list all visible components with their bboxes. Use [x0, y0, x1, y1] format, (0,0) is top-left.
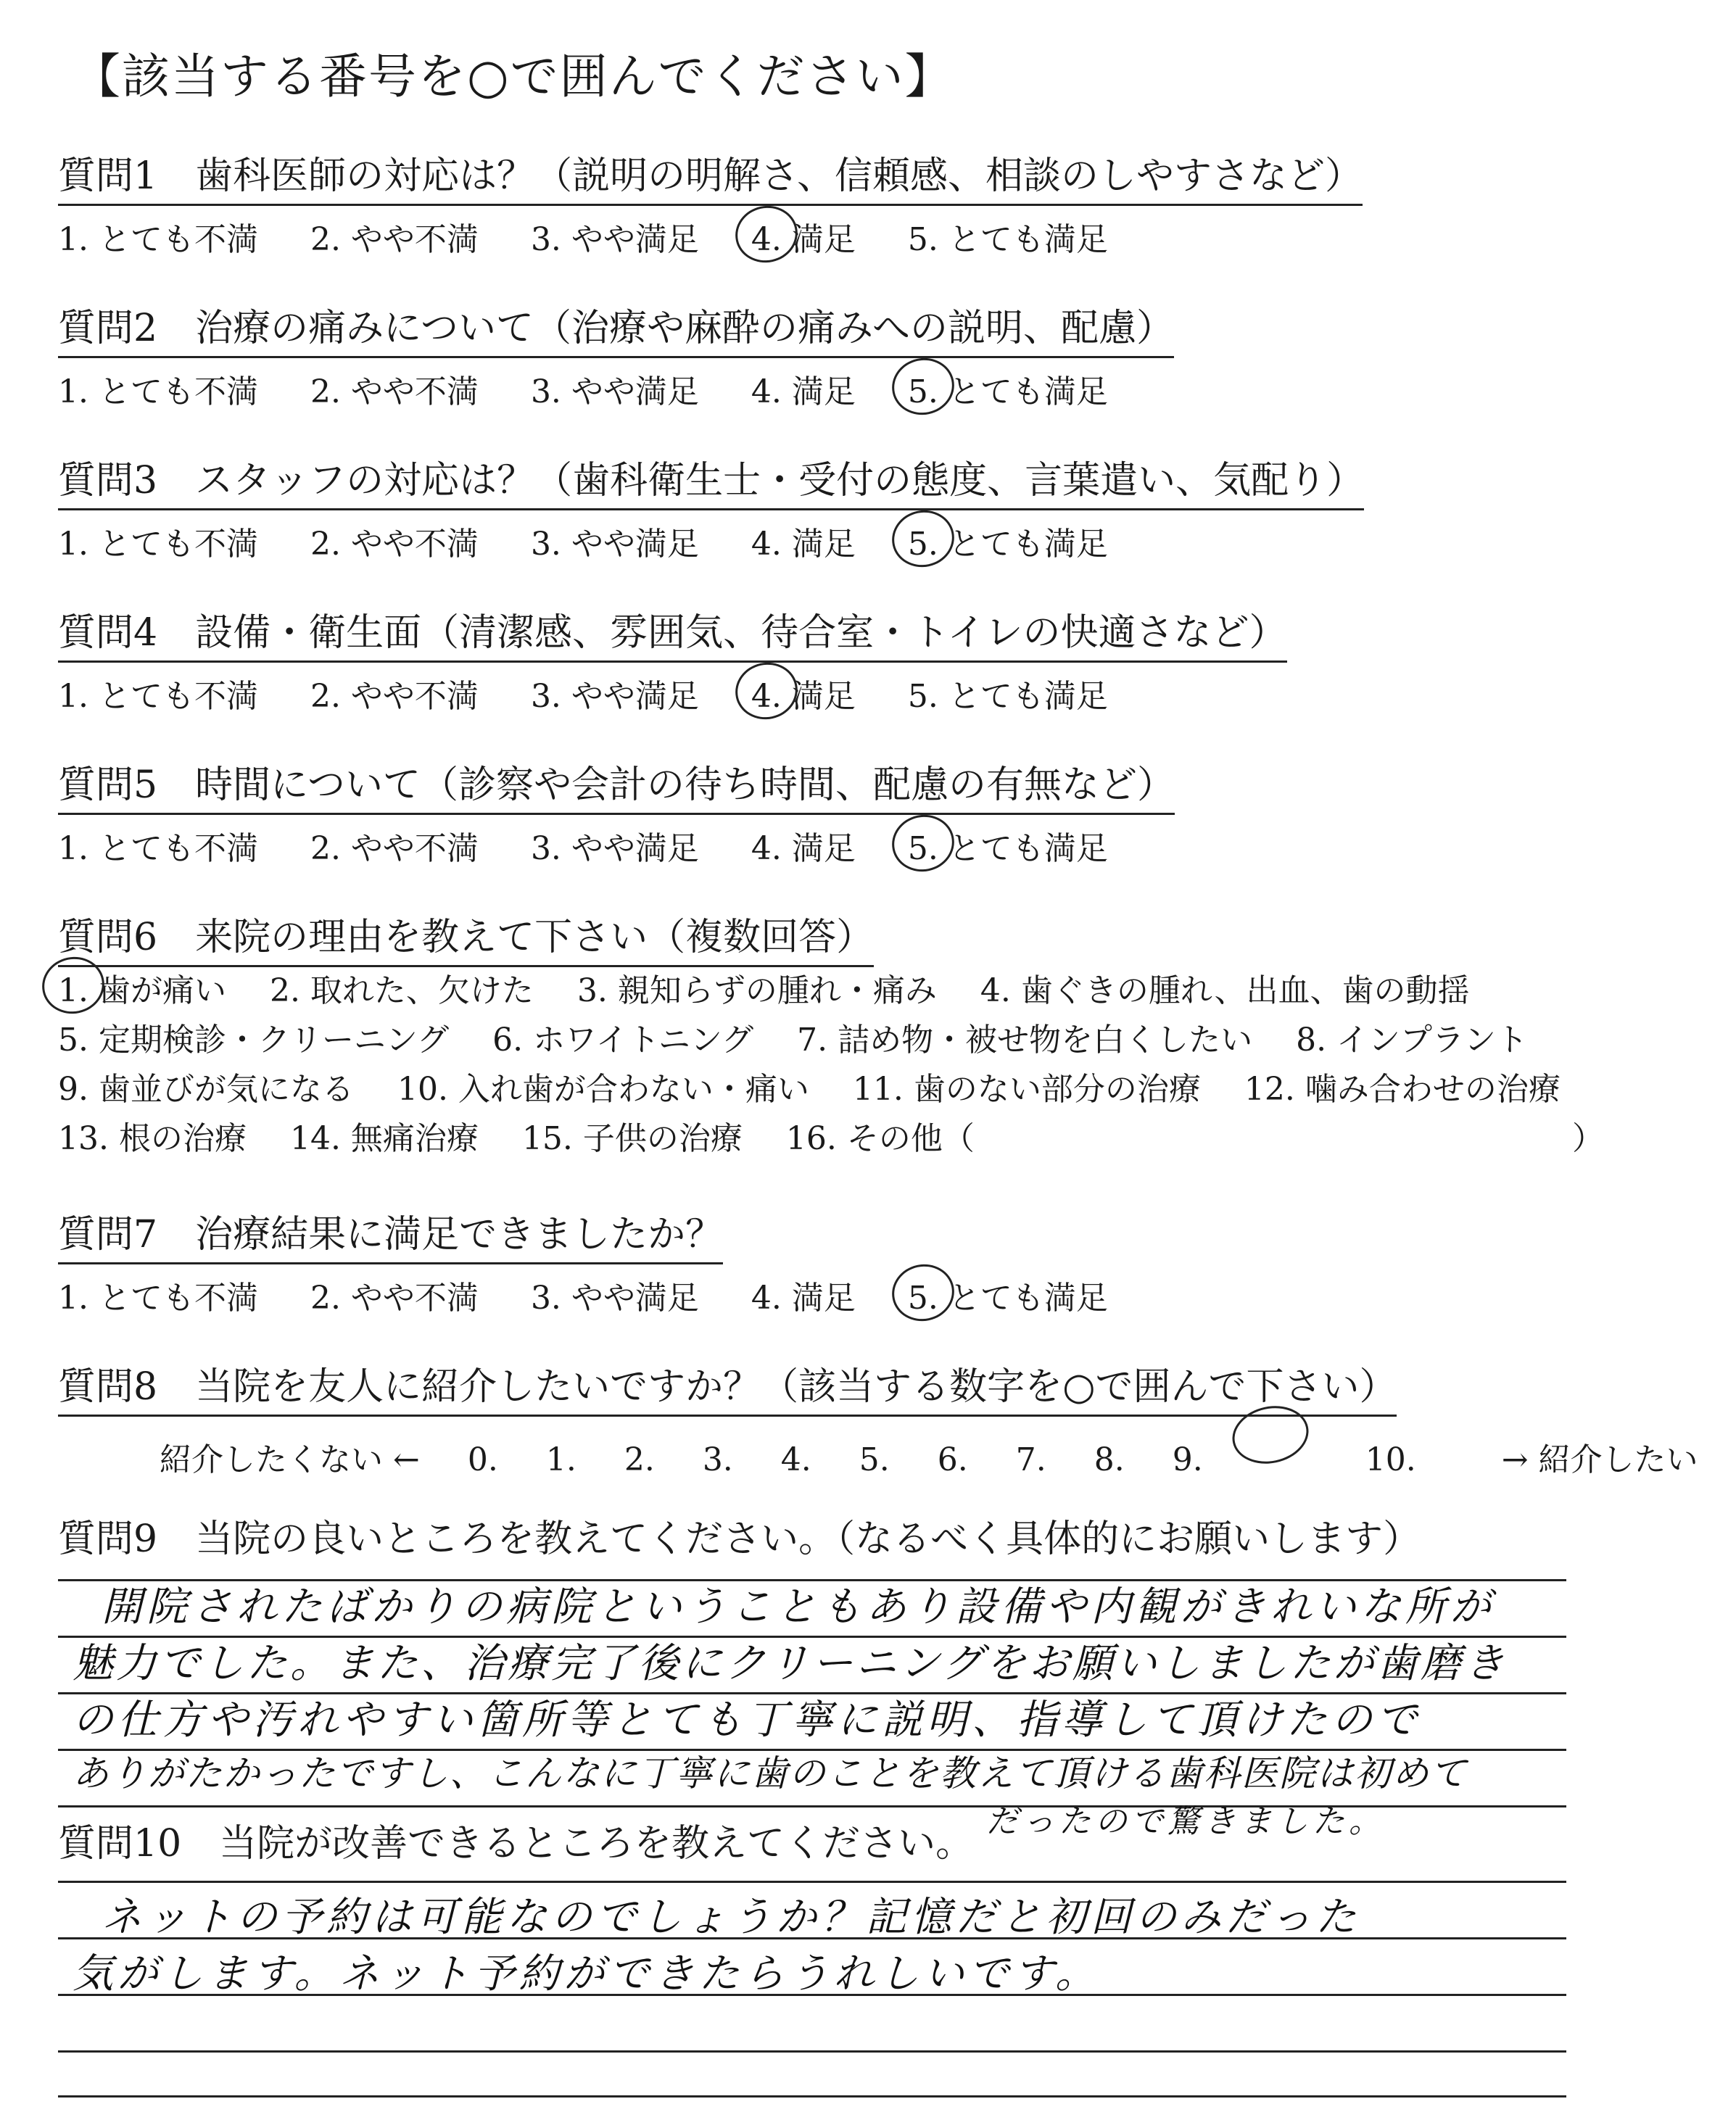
- q7-option-3[interactable]: 3. やや満足: [530, 1280, 699, 1317]
- q7-option-5-label: 5. とても満足: [907, 1280, 1108, 1317]
- q6-option-11[interactable]: 11. 歯のない部分の治療: [852, 1071, 1201, 1108]
- question-5: [58, 754, 1175, 869]
- answer-rule: [58, 2095, 1566, 2097]
- question-4-text: 質問4 設備・衛生面（清潔感、雰囲気、待合室・トイレの快適さなど）: [58, 602, 1287, 663]
- question-5-options[interactable]: [58, 822, 1175, 869]
- q10-answer-line-1[interactable]: ネットの予約は可能なのでしょうか？記憶だと初回のみだった: [102, 1894, 1360, 1941]
- question-9: [58, 1508, 1421, 1567]
- q5-option-5-selected[interactable]: [908, 822, 1108, 869]
- q3-option-3[interactable]: 3. やや満足: [530, 526, 699, 563]
- q4-option-4-label: 4. 満足: [751, 678, 856, 715]
- q2-option-4[interactable]: 4. 満足: [751, 373, 856, 410]
- question-10: [58, 1813, 973, 1871]
- q5-option-3[interactable]: 3. やや満足: [530, 830, 699, 867]
- q6-option-1-label: 1. 歯が痛い: [58, 972, 226, 1009]
- q6-option-5[interactable]: 5. 定期検診・クリーニング: [58, 1022, 450, 1059]
- question-6-line-1: [58, 964, 1503, 1011]
- q3-option-5-selected[interactable]: [908, 518, 1108, 564]
- q7-option-5-selected[interactable]: [908, 1272, 1108, 1318]
- q6-option-13[interactable]: 13. 根の治療: [58, 1120, 247, 1157]
- question-9-text: 質問9 当院の良いところを教えてください。（なるべく具体的にお願いします）: [58, 1517, 1421, 1561]
- question-8-text: 質問8 当院を友人に紹介したいですか？（該当する数字を○で囲んで下さい）: [58, 1356, 1397, 1417]
- q5-option-4[interactable]: 4. 満足: [751, 830, 856, 867]
- question-10-text: 質問10 当院が改善できるところを教えてください。: [58, 1822, 974, 1865]
- question-6: [58, 906, 874, 967]
- q2-option-5-label: 5. とても満足: [907, 373, 1108, 410]
- q3-option-5-label: 5. とても満足: [907, 526, 1108, 563]
- q8-scale-1[interactable]: 1.: [545, 1441, 576, 1478]
- q6-other-close-paren: ）: [1572, 1120, 1604, 1157]
- question-8: [58, 1356, 1397, 1417]
- question-3: [58, 450, 1364, 564]
- question-7-text: 質問7 治療結果に満足できましたか？: [58, 1204, 723, 1264]
- q8-scale-9[interactable]: 9.: [1172, 1441, 1203, 1478]
- q5-option-1[interactable]: 1. とても不満: [58, 830, 258, 867]
- question-3-text: 質問3 スタッフの対応は？（歯科衛生士・受付の態度、言葉遣い、気配り）: [58, 450, 1364, 510]
- question-4-options[interactable]: [58, 670, 1287, 716]
- q8-scale-10-label: 10.: [1365, 1441, 1416, 1478]
- q6-option-8[interactable]: 8. インプラント: [1296, 1022, 1529, 1059]
- q4-option-1[interactable]: 1. とても不満: [58, 678, 258, 715]
- q6-option-14[interactable]: 14. 無痛治療: [289, 1120, 479, 1157]
- question-6-line-4: [58, 1112, 1008, 1159]
- q4-option-3[interactable]: 3. やや満足: [530, 678, 699, 715]
- question-2-text: 質問2 治療の痛みについて（治療や麻酔の痛みへの説明、配慮）: [58, 297, 1174, 358]
- question-3-options[interactable]: [58, 518, 1364, 564]
- page-title: 【該当する番号を○で囲んでください】: [73, 49, 954, 104]
- q2-option-3[interactable]: 3. やや満足: [530, 373, 699, 410]
- q8-scale-2[interactable]: 2.: [624, 1441, 655, 1478]
- question-2-options[interactable]: [58, 365, 1174, 412]
- q8-scale-5[interactable]: 5.: [859, 1441, 890, 1478]
- question-1-text: 質問1 歯科医師の対応は？（説明の明解さ、信頼感、相談のしやすさなど）: [58, 145, 1363, 206]
- q5-option-5-label: 5. とても満足: [907, 830, 1108, 867]
- q6-option-15[interactable]: 15. 子供の治療: [521, 1120, 743, 1157]
- q9-answer-line-1[interactable]: 開院されたばかりの病院ということもあり設備や内観がきれいな所が: [102, 1583, 1495, 1631]
- q1-option-4-selected[interactable]: [751, 213, 856, 260]
- q2-option-5-selected[interactable]: [908, 365, 1108, 412]
- question-6-text: 質問6 来院の理由を教えて下さい（複数回答）: [58, 906, 874, 967]
- q6-option-16[interactable]: 16. その他（: [785, 1120, 975, 1157]
- q10-answer-line-2[interactable]: 気がします。ネット予約ができたらうれしいです。: [73, 1950, 1101, 1997]
- q7-option-4[interactable]: 4. 満足: [751, 1280, 856, 1317]
- q6-option-7[interactable]: 7. 詰め物・被せ物を白くしたい: [797, 1022, 1253, 1059]
- q8-scale-8[interactable]: 8.: [1094, 1441, 1125, 1478]
- q1-option-5[interactable]: 5. とても満足: [907, 221, 1108, 258]
- q1-option-4-label: 4. 満足: [751, 221, 856, 258]
- q4-option-5[interactable]: 5. とても満足: [907, 678, 1108, 715]
- q8-scale-3[interactable]: 3.: [702, 1441, 733, 1478]
- question-1: [58, 145, 1363, 260]
- q9-answer-line-3[interactable]: の仕方や汚れやすい箇所等とても丁寧に説明、指導して頂けたので: [73, 1697, 1421, 1744]
- q2-option-2[interactable]: 2. やや不満: [310, 373, 479, 410]
- q8-scale-10-selected[interactable]: [1251, 1414, 1454, 1478]
- question-4: [58, 602, 1287, 716]
- q1-option-2[interactable]: 2. やや不満: [310, 221, 479, 258]
- q8-right-label: → 紹介したい: [1501, 1441, 1698, 1478]
- q3-option-1[interactable]: 1. とても不満: [58, 526, 258, 563]
- q3-option-2[interactable]: 2. やや不満: [310, 526, 479, 563]
- q9-answer-line-5[interactable]: だったので驚きました。: [986, 1803, 1385, 1840]
- q4-option-2[interactable]: 2. やや不満: [310, 678, 479, 715]
- answer-rule: [58, 2050, 1566, 2053]
- q9-answer-line-4[interactable]: ありがたかったですし、こんなに丁寧に歯のことを教えて頂ける歯科医院は初めて: [73, 1752, 1468, 1794]
- q5-option-2[interactable]: 2. やや不満: [310, 830, 479, 867]
- question-7-options[interactable]: [58, 1272, 1150, 1318]
- q6-option-10[interactable]: 10. 入れ歯が合わない・痛い: [397, 1071, 809, 1108]
- q3-option-4[interactable]: 4. 満足: [751, 526, 856, 563]
- q7-option-1[interactable]: 1. とても不満: [58, 1280, 258, 1317]
- q6-option-9[interactable]: 9. 歯並びが気になる: [58, 1071, 354, 1108]
- q4-option-4-selected[interactable]: [751, 670, 856, 716]
- question-6-line-2: [58, 1014, 1561, 1060]
- q8-scale-4[interactable]: 4.: [780, 1441, 811, 1478]
- question-8-scale: [160, 1414, 1736, 1480]
- q1-option-1[interactable]: 1. とても不満: [58, 221, 258, 258]
- question-2: [58, 297, 1174, 412]
- answer-rule: [58, 1881, 1566, 1883]
- q8-scale-6[interactable]: 6.: [937, 1441, 968, 1478]
- question-1-options[interactable]: [58, 213, 1363, 260]
- q2-option-1[interactable]: 1. とても不満: [58, 373, 258, 410]
- question-7: [58, 1204, 1150, 1318]
- question-5-text: 質問5 時間について（診察や会計の待ち時間、配慮の有無など）: [58, 754, 1175, 815]
- q8-scale-7[interactable]: 7.: [1015, 1441, 1046, 1478]
- q8-scale-0[interactable]: 0.: [467, 1441, 498, 1478]
- q7-option-2[interactable]: 2. やや不満: [310, 1280, 479, 1317]
- q6-option-3[interactable]: 3. 親知らずの腫れ・痛み: [576, 972, 937, 1009]
- q6-option-6[interactable]: 6. ホワイトニング: [492, 1022, 754, 1059]
- q9-answer-line-2[interactable]: 魅力でした。また、治療完了後にクリーニングをお願いしましたが歯磨き: [73, 1640, 1508, 1687]
- q1-option-3[interactable]: 3. やや満足: [530, 221, 699, 258]
- q6-option-12[interactable]: 12. 噛み合わせの治療: [1244, 1071, 1561, 1108]
- q6-option-1-selected[interactable]: [58, 964, 226, 1011]
- question-6-line-3: [58, 1063, 1594, 1109]
- q6-option-4[interactable]: 4. 歯ぐきの腫れ、出血、歯の動揺: [980, 972, 1470, 1009]
- q8-left-label: 紹介したくない ←: [160, 1441, 420, 1478]
- q6-option-2[interactable]: 2. 取れた、欠けた: [269, 972, 534, 1009]
